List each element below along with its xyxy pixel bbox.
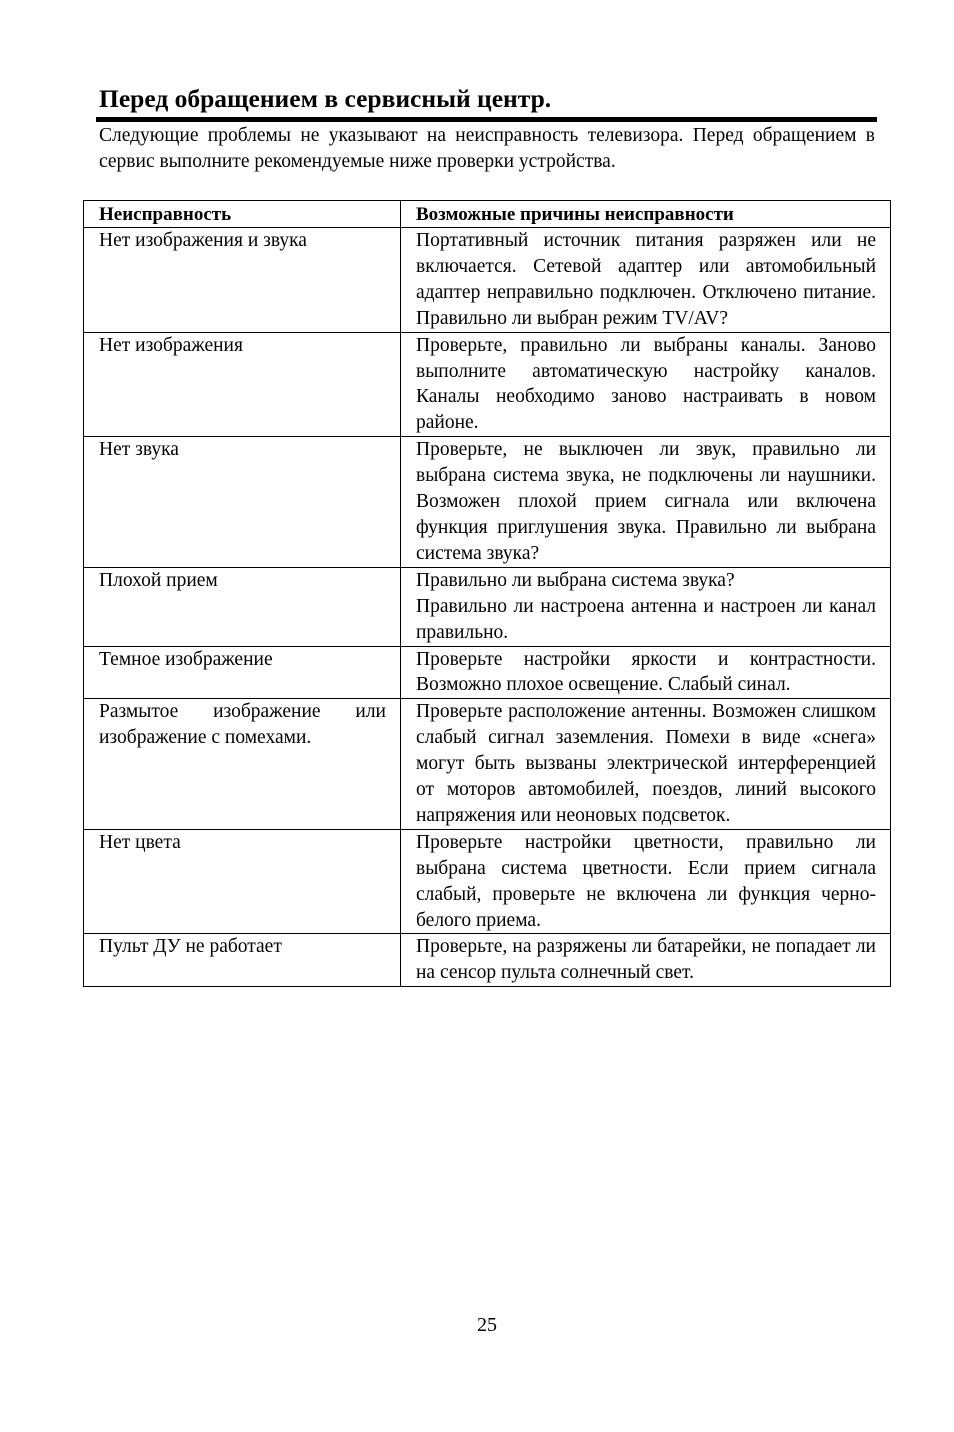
table-row bbox=[84, 567, 891, 646]
causes-cell: Проверьте расположение антенны. Возможен слишком слабый сигнал заземления. Помехи в виде «снега» могут быть вызваны электрической интерференцией от моторов автомобилей, поездов, линий высокого напряжения или неоновых подсветок. bbox=[401, 699, 891, 830]
causes-cell bbox=[401, 567, 891, 646]
fault-cell: Нет звука bbox=[84, 437, 401, 568]
table-row bbox=[84, 829, 891, 934]
causes-line: Правильно ли выбрана система звука? bbox=[416, 569, 735, 591]
causes-cell: Проверьте, на разряжены ли батарейки, не попадает ли на сенсор пульта солнечный свет. bbox=[401, 934, 891, 987]
fault-cell: Темное изображение bbox=[84, 646, 401, 699]
causes-cell: Проверьте, правильно ли выбраны каналы. Заново выполните автоматическую настройку каналов. Каналы необходимо заново настраивать в новом районе. bbox=[401, 332, 891, 437]
table-row bbox=[84, 699, 891, 830]
table-header-row bbox=[84, 201, 891, 228]
fault-cell: Размытое изображение или изображение с помехами. bbox=[84, 699, 401, 830]
column-header-fault: Неисправность bbox=[84, 201, 401, 228]
fault-cell: Нет цвета bbox=[84, 829, 401, 934]
page-number: 25 bbox=[477, 1314, 497, 1336]
fault-cell: Плохой прием bbox=[84, 567, 401, 646]
table-row bbox=[84, 437, 891, 568]
fault-cell: Нет изображения bbox=[84, 332, 401, 437]
causes-line: Правильно ли настроена антенна и настроен ли канал правильно. bbox=[416, 595, 876, 643]
table-row bbox=[84, 228, 891, 333]
column-header-causes: Возможные причины неисправности bbox=[401, 201, 891, 228]
fault-cell: Пульт ДУ не работает bbox=[84, 934, 401, 987]
title-rule bbox=[96, 117, 877, 122]
table-row bbox=[84, 934, 891, 987]
causes-cell: Проверьте настройки цветности, правильно ли выбрана система цветности. Если прием сигнала слабый, проверьте не включена ли функция черно-белого приема. bbox=[401, 829, 891, 934]
table-row bbox=[84, 332, 891, 437]
fault-cell: Нет изображения и звука bbox=[84, 228, 401, 333]
causes-cell: Проверьте, не выключен ли звук, правильно ли выбрана система звука, не подключены ли наушники. Возможен плохой прием сигнала или включена функция приглушения звука. Правильно ли выбрана система звука? bbox=[401, 437, 891, 568]
page-title: Перед обращением в сервисный центр. bbox=[99, 84, 552, 113]
causes-cell: Портативный источник питания разряжен или не включается. Сетевой адаптер или автомобильный адаптер неправильно подключен. Отключено питание. Правильно ли выбран режим TV/AV? bbox=[401, 228, 891, 333]
table-row bbox=[84, 646, 891, 699]
causes-cell: Проверьте настройки яркости и контрастности. Возможно плохое освещение. Слабый синал. bbox=[401, 646, 891, 699]
troubleshooting-table bbox=[83, 200, 891, 987]
intro-paragraph: Следующие проблемы не указывают на неисправность телевизора. Перед обращением в сервис выполните рекомендуемые ниже проверки устройства. bbox=[99, 125, 875, 172]
